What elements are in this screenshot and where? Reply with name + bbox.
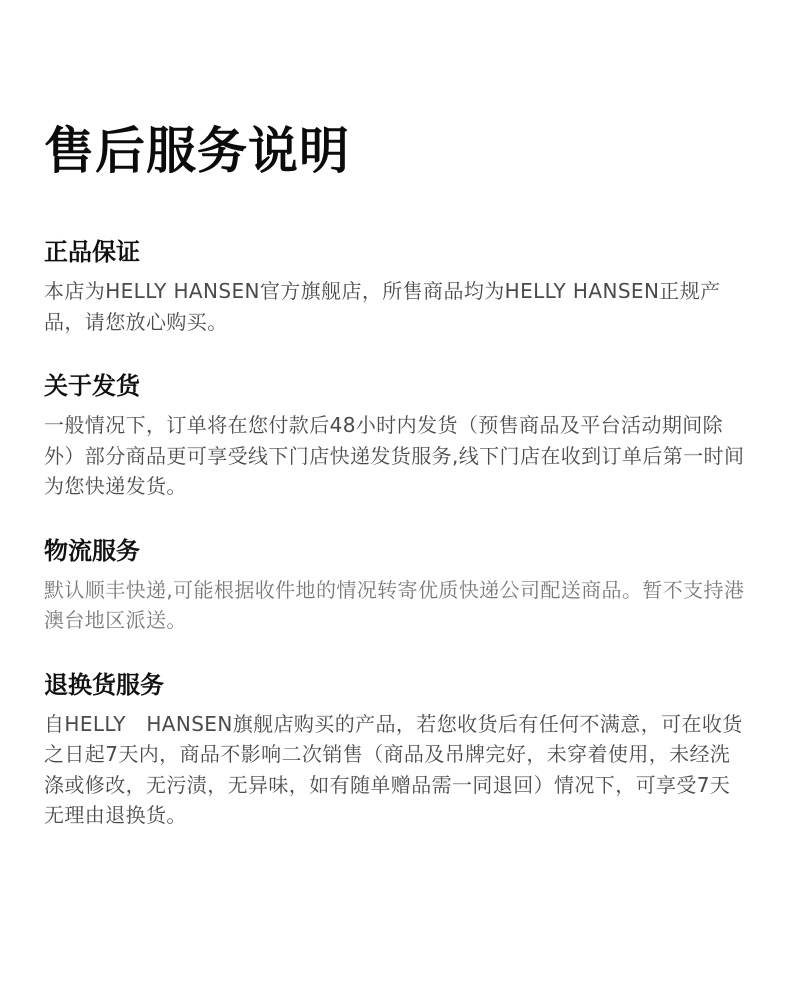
section-body-shipping: 一般情况下，订单将在您付款后48小时内发货（预售商品及平台活动期间除外）部分商品更可享受线下门店快递发货服务,线下门店在收到订单后第一时间为您快递发货。 <box>44 413 745 498</box>
section-title-shipping: 关于发货 <box>44 372 140 400</box>
section-title-authenticity: 正品保证 <box>44 238 140 266</box>
section-logistics <box>44 535 746 636</box>
section-body-authenticity: 本店为HELLY HANSEN官方旗舰店，所售商品均为HELLY HANSEN正规产品，请您放心购买。 <box>44 279 721 334</box>
section-body-logistics: 默认顺丰快递,可能根据收件地的情况转寄优质快递公司配送商品。暂不支持港澳台地区派送。 <box>44 577 745 632</box>
section-returns <box>44 669 746 831</box>
page-title: 售后服务说明 <box>44 122 350 180</box>
section-body-returns: 自HELLY HANSEN旗舰店购买的产品，若您收货后有任何不满意，可在收货之日起7天内，商品不影响二次销售（商品及吊牌完好，未穿着使用，未经洗涤或修改，无污渍，无异味，如有随单赠品需一同退回）情况下，可享受7天无理由退换货。 <box>44 711 743 827</box>
section-authenticity <box>44 236 746 337</box>
section-title-returns: 退换货服务 <box>44 670 164 699</box>
section-title-logistics: 物流服务 <box>44 536 140 565</box>
section-shipping <box>44 370 746 502</box>
